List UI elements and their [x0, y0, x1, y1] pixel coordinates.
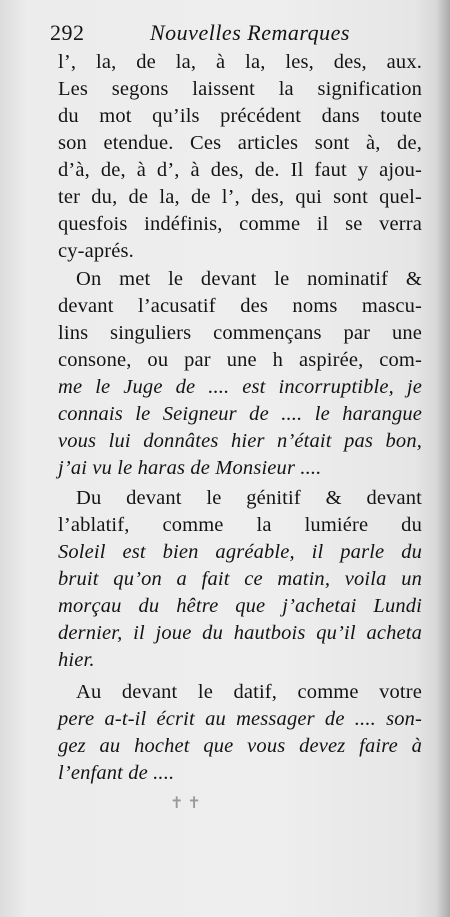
text-line: l’ablatif, comme la lumiére du [58, 514, 422, 536]
paragraph-start-line: On met le devant le nominatif & [76, 268, 422, 290]
running-title: Nouvelles Remarques [150, 20, 350, 45]
bleed-through-marks [130, 793, 290, 817]
text-line: pere a-t-il écrit au messager de .... son- [58, 708, 422, 730]
text-line: quesfois indéfinis, comme il se verra [58, 213, 422, 235]
text-line: devant l’acusatif des noms mascu- [58, 295, 422, 317]
text-line: hier. [58, 649, 95, 671]
page-spine-shadow [436, 0, 450, 917]
text-line: ter du, de la, de l’, des, qui sont quel- [58, 186, 422, 208]
text-line: bruit qu’on a fait ce matin, voila un [58, 568, 422, 590]
text-line: consone, ou par une h aspirée, com- [58, 349, 422, 371]
text-line: me le Juge de .... est incorruptible, je [58, 376, 422, 398]
text-line: l’, la, de la, à la, les, des, aux. [58, 51, 422, 73]
paragraph-start-line: Au devant le datif, comme votre [76, 681, 422, 703]
text-line: Les segons laissent la signification [58, 78, 422, 100]
text-line: lins singuliers commençans par une [58, 322, 422, 344]
text-line: vous lui donnâtes hier n’était pas bon, [58, 430, 422, 452]
text-line: connais le Seigneur de .... le harangue [58, 403, 422, 425]
text-line: gez au hochet que vous devez faire à [58, 735, 422, 757]
bleed-through-text: ✝ ✝ [170, 795, 201, 812]
text-line: Soleil est bien agréable, il parle du [58, 541, 422, 563]
text-line: l’enfant de .... [58, 762, 175, 784]
running-head [50, 18, 430, 48]
text-line: son etendue. Ces articles sont à, de, [58, 132, 422, 154]
text-line: d’à, de, à d’, à des, de. Il faut y ajou- [58, 159, 422, 181]
paragraph-start-line: Du devant le génitif & devant [76, 487, 422, 509]
text-line: dernier, il joue du hautbois qu’il acheta [58, 622, 422, 644]
text-line: j’ai vu le haras de Monsieur .... [58, 457, 322, 479]
text-line: du mot qu’ils précédent dans toute [58, 105, 422, 127]
text-line: morçau du hêtre que j’achetai Lundi [58, 595, 422, 617]
page-number: 292 [50, 20, 85, 45]
text-line: cy-aprés. [58, 240, 134, 262]
